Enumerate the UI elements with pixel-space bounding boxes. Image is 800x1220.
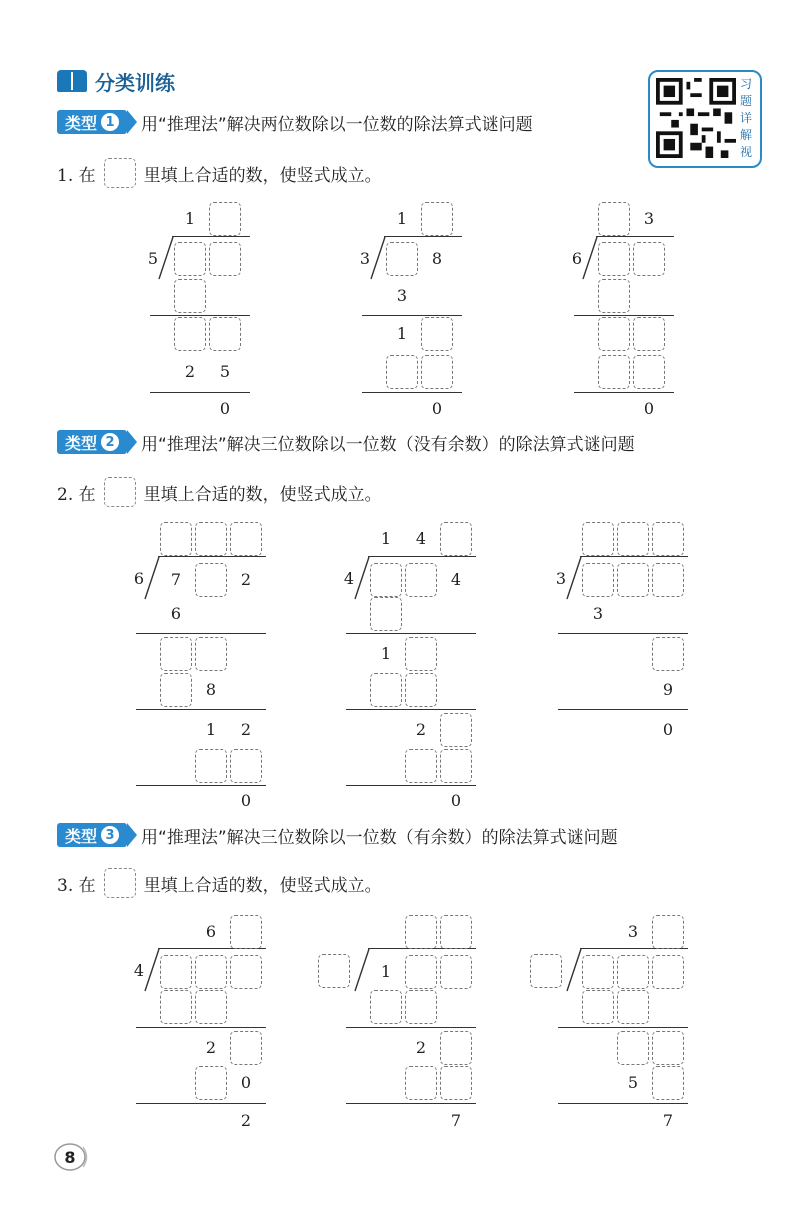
answer-box[interactable]	[652, 1066, 684, 1100]
digit: 7	[170, 570, 182, 589]
answer-box[interactable]	[174, 279, 206, 313]
answer-box[interactable]	[160, 637, 192, 671]
digit: 1	[380, 962, 392, 981]
subtraction-line	[558, 709, 688, 710]
divisor: 3	[555, 569, 566, 588]
answer-box[interactable]	[370, 597, 402, 631]
digit: 3	[592, 604, 604, 623]
subtraction-line	[150, 392, 250, 393]
divisor: 6	[571, 249, 582, 268]
answer-box[interactable]	[160, 522, 192, 556]
answer-box[interactable]	[652, 915, 684, 949]
digit: 4	[450, 570, 462, 589]
answer-box-sample	[104, 158, 136, 188]
subtraction-line	[136, 785, 266, 786]
answer-box[interactable]	[405, 673, 437, 707]
question-1: 1. 在 里填上合适的数，使竖式成立。	[57, 156, 382, 190]
qr-caption: 习 题 详 解 视	[739, 77, 752, 159]
answer-box-sample	[104, 477, 136, 507]
type-title: 用“推理法”解决三位数除以一位数（没有余数）的除法算式谜问题	[141, 434, 635, 455]
subtraction-line	[136, 709, 266, 710]
division-bracket	[144, 556, 160, 600]
subtraction-line	[346, 1103, 476, 1104]
divisor: 4	[133, 961, 144, 980]
question-2: 2. 在 里填上合适的数，使竖式成立。	[57, 475, 382, 509]
digit: 1	[380, 529, 392, 548]
divisor[interactable]	[318, 954, 350, 988]
answer-box[interactable]	[440, 915, 472, 949]
division-bar	[158, 556, 266, 557]
answer-box[interactable]	[209, 202, 241, 236]
subtraction-line	[150, 315, 250, 316]
division-bar	[368, 556, 476, 557]
answer-box[interactable]	[421, 317, 453, 351]
answer-box[interactable]	[440, 1066, 472, 1100]
subtraction-line	[558, 1027, 688, 1028]
answer-box[interactable]	[652, 955, 684, 989]
digit: 0	[240, 1073, 252, 1092]
division-bar	[384, 236, 462, 237]
answer-box[interactable]	[652, 637, 684, 671]
answer-box[interactable]	[230, 955, 262, 989]
subtraction-line	[574, 315, 674, 316]
digit: 1	[380, 644, 392, 663]
answer-box[interactable]	[633, 242, 665, 276]
digit: 2	[240, 1111, 252, 1130]
answer-box[interactable]	[582, 522, 614, 556]
answer-box[interactable]	[195, 990, 227, 1024]
digit: 7	[450, 1111, 462, 1130]
answer-box[interactable]	[160, 673, 192, 707]
subtraction-line	[558, 633, 688, 634]
answer-box[interactable]	[405, 1066, 437, 1100]
answer-box[interactable]	[598, 355, 630, 389]
digit: 2	[415, 720, 427, 739]
digit: 5	[219, 362, 231, 381]
answer-box[interactable]	[440, 955, 472, 989]
divisor: 5	[147, 249, 158, 268]
divisor: 3	[359, 249, 370, 268]
digit: 0	[450, 791, 462, 810]
answer-box[interactable]	[405, 563, 437, 597]
digit: 0	[643, 399, 655, 418]
page-number-badge	[54, 1142, 90, 1172]
digit: 2	[205, 1038, 217, 1057]
answer-box[interactable]	[386, 355, 418, 389]
subtraction-line	[136, 1027, 266, 1028]
answer-box[interactable]	[405, 915, 437, 949]
division-bracket	[158, 236, 174, 280]
answer-box[interactable]	[440, 522, 472, 556]
answer-box[interactable]	[421, 355, 453, 389]
subtraction-line	[574, 392, 674, 393]
digit: 8	[431, 249, 443, 268]
answer-box[interactable]	[405, 955, 437, 989]
answer-box[interactable]	[195, 749, 227, 783]
answer-box[interactable]	[195, 563, 227, 597]
answer-box[interactable]	[160, 990, 192, 1024]
answer-box[interactable]	[405, 990, 437, 1024]
digit: 5	[627, 1073, 639, 1092]
subtraction-line	[362, 392, 462, 393]
answer-box[interactable]	[598, 242, 630, 276]
answer-box[interactable]	[230, 1031, 262, 1065]
answer-box[interactable]	[230, 749, 262, 783]
answer-box[interactable]	[230, 915, 262, 949]
answer-box[interactable]	[160, 955, 192, 989]
answer-box[interactable]	[652, 522, 684, 556]
digit: 6	[170, 604, 182, 623]
answer-box[interactable]	[195, 955, 227, 989]
type-1-header	[57, 107, 533, 137]
answer-box[interactable]	[652, 1031, 684, 1065]
division-bracket	[566, 556, 582, 600]
subtraction-line	[136, 1103, 266, 1104]
digit: 0	[662, 720, 674, 739]
answer-box[interactable]	[421, 202, 453, 236]
subtraction-line	[346, 709, 476, 710]
digit: 0	[219, 399, 231, 418]
division-bar	[596, 236, 674, 237]
answer-box[interactable]	[598, 202, 630, 236]
answer-box[interactable]	[209, 242, 241, 276]
answer-box[interactable]	[386, 242, 418, 276]
qr-code-icon	[656, 78, 736, 158]
answer-box[interactable]	[617, 990, 649, 1024]
answer-box[interactable]	[195, 637, 227, 671]
answer-box[interactable]	[633, 317, 665, 351]
type-title: 用“推理法”解决三位数除以一位数（有余数）的除法算式谜问题	[141, 827, 618, 848]
type-badge: 类型 3	[57, 823, 127, 847]
digit: 6	[205, 922, 217, 941]
answer-box[interactable]	[195, 1066, 227, 1100]
digit: 0	[240, 791, 252, 810]
division-bracket	[566, 948, 582, 992]
division-bracket	[354, 948, 370, 992]
answer-box[interactable]	[582, 990, 614, 1024]
answer-box[interactable]	[598, 279, 630, 313]
division-bracket	[144, 948, 160, 992]
division-bar	[580, 556, 688, 557]
type-title: 用“推理法”解决两位数除以一位数的除法算式谜问题	[141, 114, 533, 135]
answer-box[interactable]	[582, 563, 614, 597]
section-title: 分类训练	[95, 70, 175, 95]
page-number: 8	[64, 1148, 76, 1167]
section-header	[57, 66, 175, 96]
digit: 1	[184, 209, 196, 228]
answer-box-sample	[104, 868, 136, 898]
digit: 3	[396, 286, 408, 305]
digit: 2	[240, 570, 252, 589]
divisor: 4	[343, 569, 354, 588]
subtraction-line	[346, 785, 476, 786]
type-3-header	[57, 820, 618, 850]
answer-box[interactable]	[405, 749, 437, 783]
division-bracket	[370, 236, 386, 280]
type-2-header	[57, 427, 635, 457]
divisor: 6	[133, 569, 144, 588]
division-bar	[172, 236, 250, 237]
answer-box[interactable]	[440, 1031, 472, 1065]
digit: 1	[396, 209, 408, 228]
division-bracket	[582, 236, 598, 280]
answer-box[interactable]	[174, 317, 206, 351]
book-icon	[57, 70, 87, 92]
answer-box[interactable]	[617, 563, 649, 597]
answer-box[interactable]	[652, 563, 684, 597]
qr-code-card[interactable]	[648, 70, 762, 168]
answer-box[interactable]	[370, 563, 402, 597]
digit: 0	[431, 399, 443, 418]
answer-box[interactable]	[209, 317, 241, 351]
subtraction-line	[346, 633, 476, 634]
answer-box[interactable]	[598, 317, 630, 351]
digit: 1	[205, 720, 217, 739]
question-3: 3. 在 里填上合适的数，使竖式成立。	[57, 866, 382, 900]
digit: 7	[662, 1111, 674, 1130]
subtraction-line	[136, 633, 266, 634]
answer-box[interactable]	[617, 1031, 649, 1065]
answer-box[interactable]	[405, 637, 437, 671]
digit: 2	[415, 1038, 427, 1057]
answer-box[interactable]	[582, 955, 614, 989]
digit: 1	[396, 324, 408, 343]
answer-box[interactable]	[370, 673, 402, 707]
subtraction-line	[362, 315, 462, 316]
answer-box[interactable]	[617, 955, 649, 989]
digit: 2	[184, 362, 196, 381]
answer-box[interactable]	[440, 749, 472, 783]
divisor[interactable]	[530, 954, 562, 988]
answer-box[interactable]	[440, 713, 472, 747]
digit: 9	[662, 680, 674, 699]
division-bracket	[354, 556, 370, 600]
digit: 3	[643, 209, 655, 228]
type-badge: 类型 1	[57, 110, 127, 134]
subtraction-line	[558, 1103, 688, 1104]
answer-box[interactable]	[195, 522, 227, 556]
type-badge: 类型 2	[57, 430, 127, 454]
subtraction-line	[346, 1027, 476, 1028]
digit: 8	[205, 680, 217, 699]
answer-box[interactable]	[617, 522, 649, 556]
answer-box[interactable]	[230, 522, 262, 556]
digit: 2	[240, 720, 252, 739]
answer-box[interactable]	[174, 242, 206, 276]
answer-box[interactable]	[633, 355, 665, 389]
digit: 4	[415, 529, 427, 548]
digit: 3	[627, 922, 639, 941]
answer-box[interactable]	[370, 990, 402, 1024]
